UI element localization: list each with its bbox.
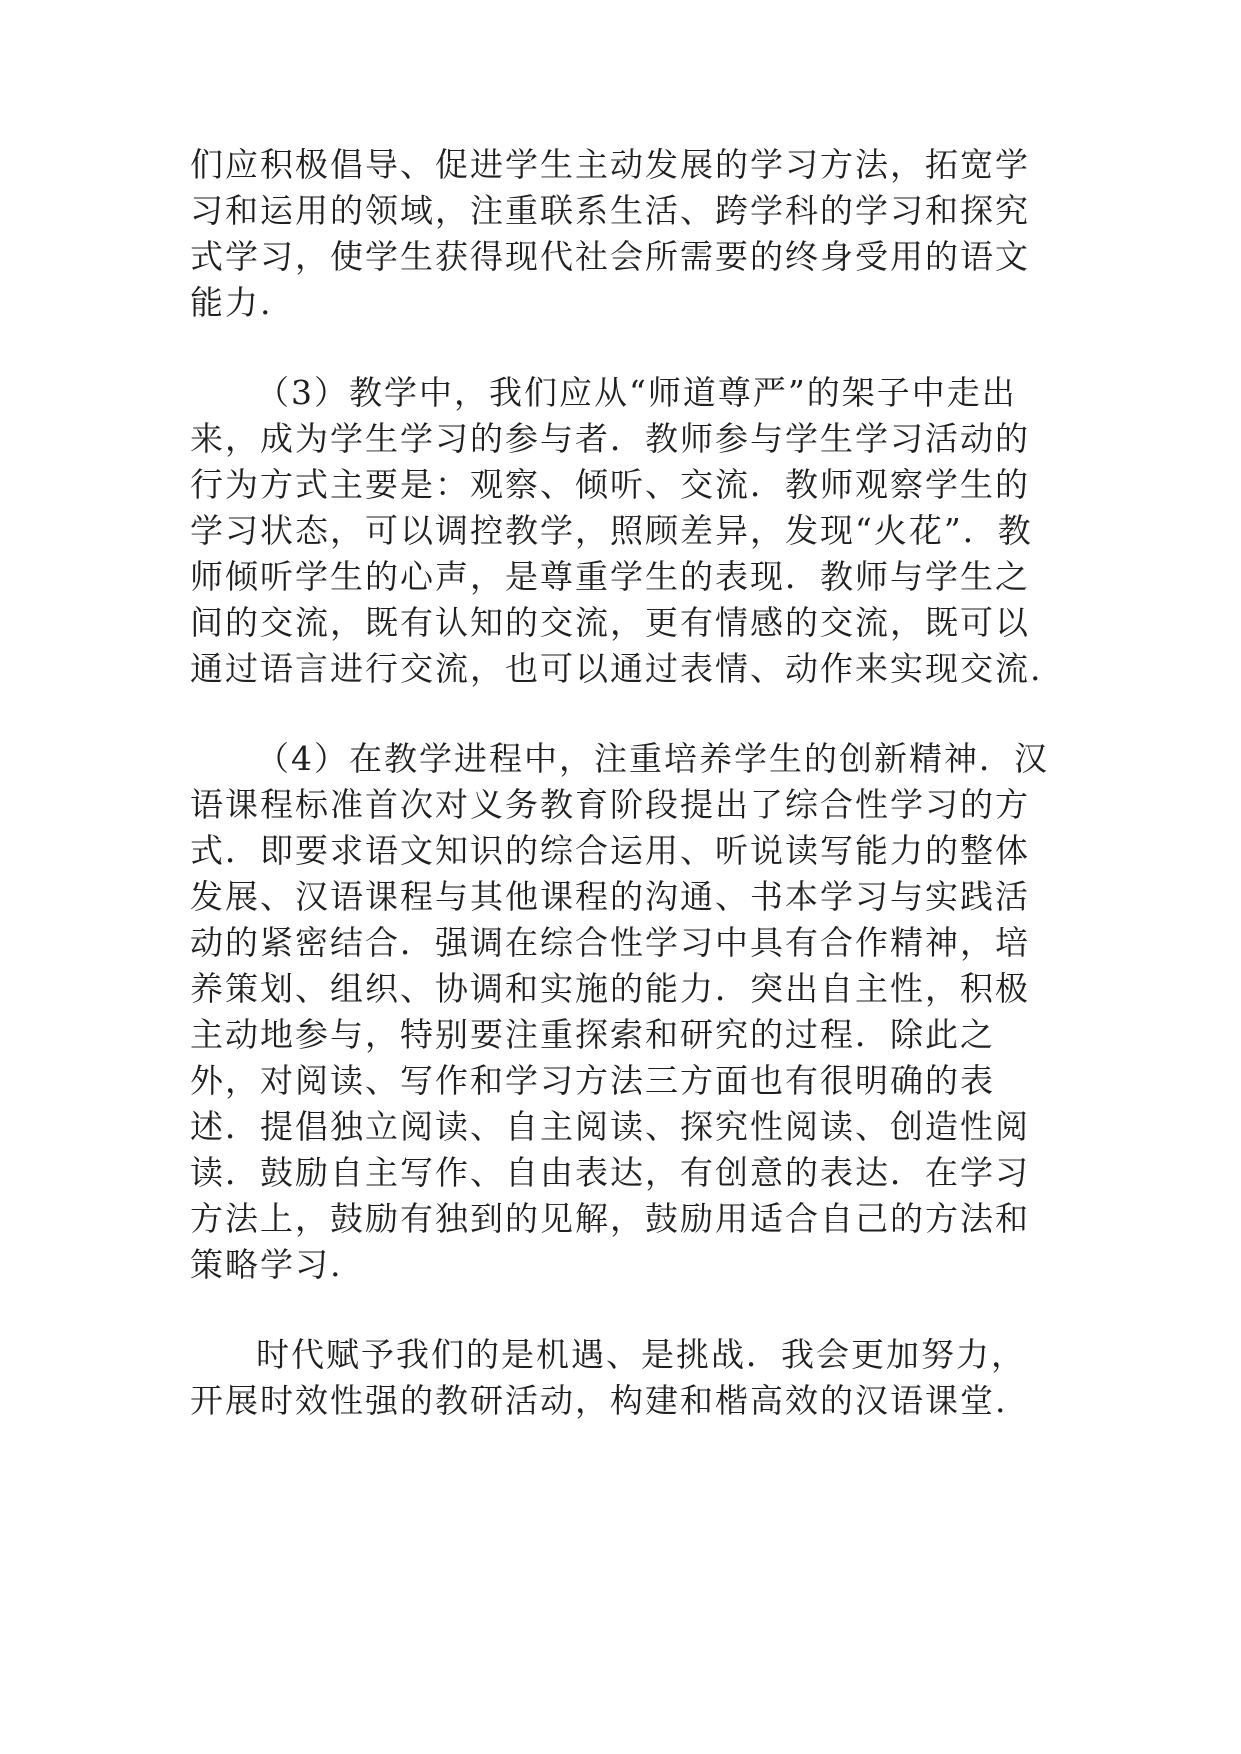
- paragraph-gap: [190, 326, 1050, 370]
- paragraph-gap: [190, 692, 1050, 736]
- paragraph-continuation: 们应积极倡导、促进学生主动发展的学习方法，拓宽学习和运用的领域，注重联系生活、跨学科的学习和探究式学习，使学生获得现代社会所需要的终身受用的语文能力.: [190, 145, 1030, 322]
- paragraph-point-3: （3）教学中，我们应从“师道尊严”的架子中走出来，成为学生学习的参与者．教师参与学生学习活动的行为方式主要是：观察、倾听、交流．教师观察学生的学习状态，可以调控教学，照顾差异，发现“火花”．教师倾听学生的心声，是尊重学生的表现．教师与学生之间的交流，既有认知的交流，更有情感的交流，既可以通过语言进行交流，也可以通过表情、动作来实现交流.: [190, 373, 1043, 688]
- paragraph-conclusion: 时代赋予我们的是机遇、是挑战．我会更加努力，开展时效性强的教研活动，构建和楷高效的汉语课堂.: [190, 1335, 1026, 1420]
- paragraph-point-4: （4）在教学进程中，注重培养学生的创新精神．汉语课程标准首次对义务教育阶段提出了综合性学习的方式．即要求语文知识的综合运用、听说读写能力的整体发展、汉语课程与其他课程的沟通、书本学习与实践活动的紧密结合．强调在综合性学习中具有合作精神，培养策划、组织、协调和实施的能力．突出自主性，积极主动地参与，特别要注重探索和研究的过程．除此之外，对阅读、写作和学习方法三方面也有很明确的表述．提倡独立阅读、自主阅读、探究性阅读、创造性阅读．鼓励自主写作、自由表达，有创意的表达．在学习方法上，鼓励有独到的见解，鼓励用适合自己的方法和策略学习.: [190, 739, 1049, 1284]
- body-text: [190, 142, 1050, 1424]
- paragraph-gap: [190, 1288, 1050, 1332]
